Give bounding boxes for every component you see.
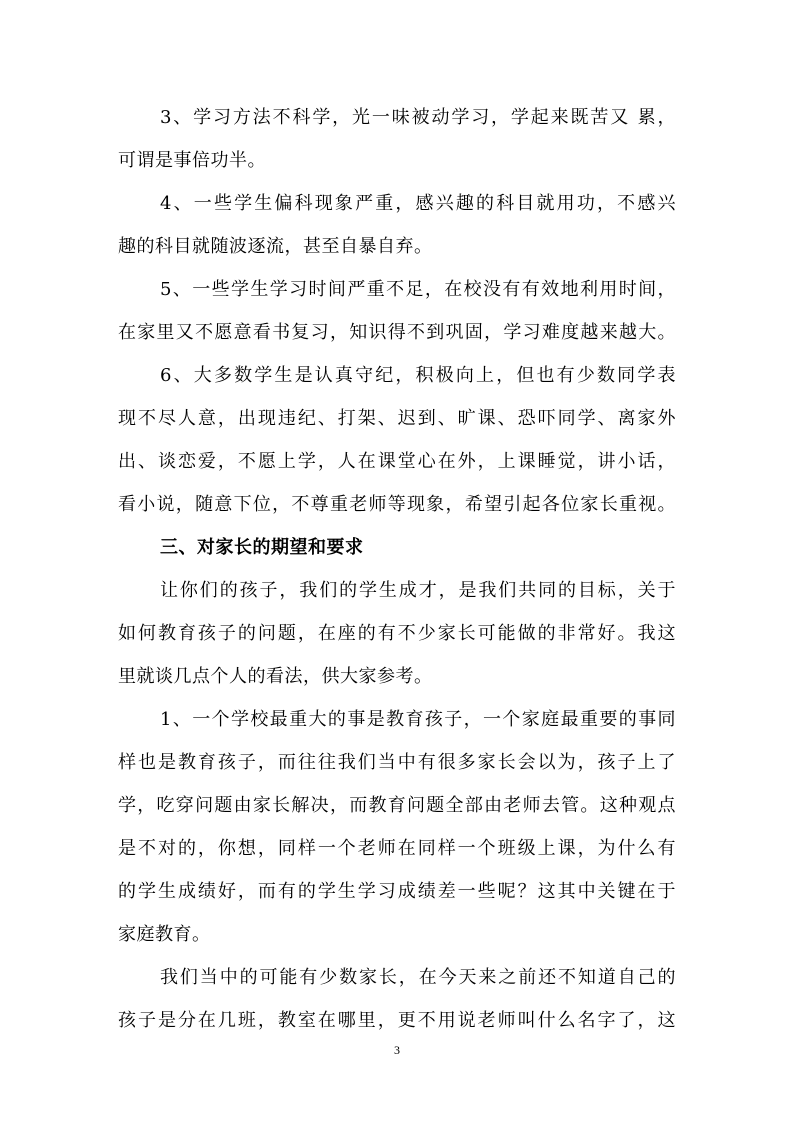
section-heading: 三、对家长的期望和要求 [160,537,364,558]
paragraph-line: 里就谈几点个人的看法，供大家参考。 [118,666,433,687]
paragraph-line: 现不尽人意，出现违纪、打架、迟到、旷课、恐吓同学、离家外 [118,408,676,429]
paragraph-line: 3、学习方法不科学，光一味被动学习，学起来既苦又 累， [160,107,676,128]
paragraph-line: 如何教育孩子的问题，在座的有不少家长可能做的非常好。我这 [118,623,676,644]
paragraph-line: 出、谈恋爱，不愿上学，人在课堂心在外，上课睡觉，讲小话， [118,451,676,472]
paragraph-line: 家庭教育。 [118,924,211,945]
paragraph-line: 让你们的孩子，我们的学生成才，是我们共同的目标，关于 [160,580,676,601]
paragraph-line: 4、一些学生偏科现象严重，感兴趣的科目就用功，不感兴 [160,193,676,214]
paragraph-line: 我们当中的可能有少数家长，在今天来之前还不知道自己的 [160,967,676,988]
paragraph-line: 看小说，随意下位，不尊重老师等现象，希望引起各位家长重视。 [118,494,676,515]
paragraph-line: 样也是教育孩子，而往往我们当中有很多家长会以为，孩子上了 [118,752,676,773]
page-number: 3 [394,1043,400,1057]
paragraph-line: 学，吃穿问题由家长解决，而教育问题全部由老师去管。这种观点 [118,795,676,816]
paragraph-line: 的学生成绩好，而有的学生学习成绩差一些呢？这其中关键在于 [118,881,676,902]
paragraph-line: 在家里又不愿意看书复习，知识得不到巩固，学习难度越来越大。 [118,322,676,343]
paragraph-line: 孩子是分在几班，教室在哪里，更不用说老师叫什么名字了，这 [118,1010,676,1031]
paragraph-line: 1、一个学校最重大的事是教育孩子，一个家庭最重要的事同 [160,709,676,730]
paragraph-line: 可谓是事倍功半。 [118,150,266,171]
paragraph-line: 5、一些学生学习时间严重不足，在校没有有效地利用时间， [160,279,676,300]
paragraph-line: 6、大多数学生是认真守纪，积极向上，但也有少数同学表 [160,365,676,386]
paragraph-line: 趣的科目就随波逐流，甚至自暴自弃。 [118,236,433,257]
paragraph-line: 是不对的，你想，同样一个老师在同样一个班级上课，为什么有 [118,838,676,859]
